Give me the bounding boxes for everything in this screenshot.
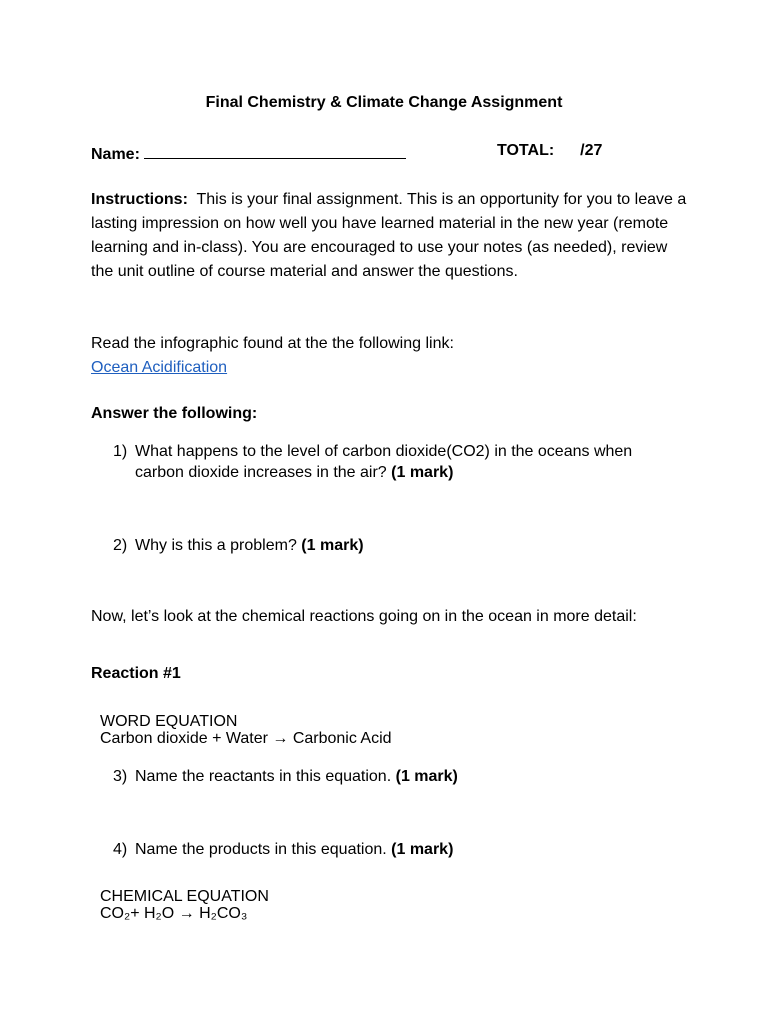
question-3 [113,766,673,787]
name-label: Name: [91,146,140,163]
total-score [497,142,602,160]
question-text: Name the products in this equation. (1 mark) [135,841,454,858]
now-paragraph: Now, let’s look at the chemical reactions going on in the ocean in more detail: [91,608,637,625]
instructions-label: Instructions: [91,191,188,208]
name-blank-line[interactable] [144,142,406,159]
name-field-row [91,142,406,164]
question-number: 1) [113,443,128,460]
question-number: 3) [113,768,128,785]
read-link-intro: Read the infographic found at the the following link: [91,335,454,352]
page-title: Final Chemistry & Climate Change Assignment [205,94,563,111]
question-1 [113,441,673,483]
word-equation: Carbon dioxide + Water → Carbonic Acid [100,730,392,747]
question-number: 2) [113,537,128,554]
question-marks: (1 mark) [391,464,454,481]
chemical-equation-block [100,888,269,922]
total-value: /27 [580,142,603,159]
instructions-text: This is your final assignment. This is an opportunity for you to leave a lasting impression on how well you have learned material in the new year (remote learning and in-class). You are encouraged to use your notes (as needed), review the unit outline of course material and answer the questions. [91,191,687,280]
ocean-acidification-link[interactable]: Ocean Acidification [91,359,228,376]
chemical-equation-label: CHEMICAL EQUATION [100,888,269,905]
question-marks: (1 mark) [301,537,364,554]
word-equation-block [100,713,392,747]
answer-heading: Answer the following: [91,405,258,422]
question-text: Name the reactants in this equation. (1 mark) [135,768,458,785]
question-text: What happens to the level of carbon dioxide(CO2) in the oceans when carbon dioxide increases in the air? (1 mark) [135,443,633,481]
question-2 [113,535,673,556]
question-marks: (1 mark) [395,768,458,785]
question-text: Why is this a problem? (1 mark) [135,537,364,554]
word-equation-label: WORD EQUATION [100,713,238,730]
total-label: TOTAL: [497,142,555,159]
question-marks: (1 mark) [391,841,454,858]
chemical-equation: CO₂+ H₂O → H₂CO₃ [100,905,248,922]
question-number: 4) [113,841,128,858]
question-4 [113,839,673,860]
instructions-paragraph [91,188,691,284]
reaction-heading: Reaction #1 [91,665,181,682]
